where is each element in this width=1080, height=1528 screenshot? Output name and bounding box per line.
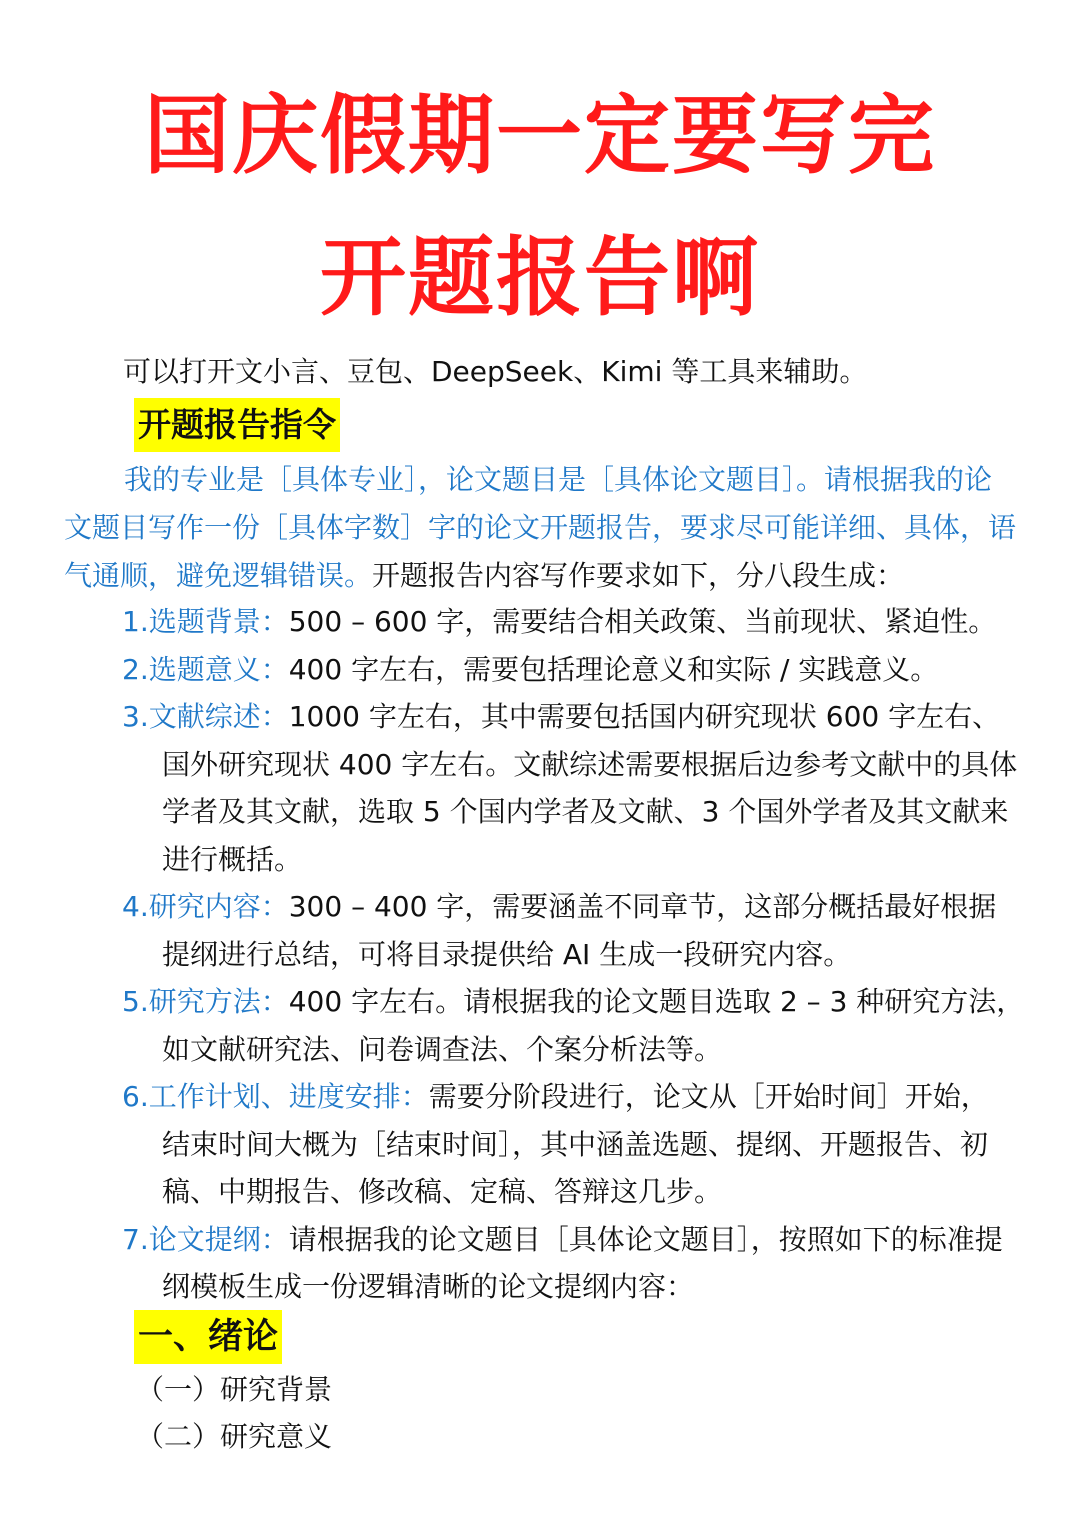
item-label: 6.工作计划、进度安排：: [122, 1080, 429, 1113]
item-label: 7.论文提纲：: [122, 1222, 289, 1256]
item-continuation: 国外研究现状 400 字左右。文献综述需要根据后边参考文献中的具体学者及其文献，选取 5 个国内学者及文献、3 个国外学者及其文献来进行概括。: [162, 747, 1018, 876]
requirements-list: [122, 598, 1025, 1311]
outline-subitem: （二）研究意义: [136, 1420, 333, 1453]
item-continuation: 提纲进行总结，可将目录提供给 AI 生成一段研究内容。: [162, 937, 852, 971]
prompt-black-text: 开题报告内容写作要求如下，分八段生成：: [372, 559, 905, 592]
list-item: [122, 693, 1022, 883]
outline-subitem: （一）研究背景: [136, 1373, 333, 1406]
heading-outline: 一、绪论: [134, 1310, 282, 1364]
list-item: [122, 1216, 1022, 1311]
item-text: 请根据我的论文题目［具体论文题目］，按照如下的标准提: [288, 1222, 1003, 1256]
item-text: 500 – 600 字，需要结合相关政策、当前现状、紧迫性。: [288, 605, 997, 638]
item-text: 1000 字左右，其中需要包括国内研究现状 600 字左右、: [288, 700, 1001, 733]
prompt-blue-text: 我的专业是［具体专业］，论文题目是［具体论文题目］。请根据我的论文题目写作一份［具体字数］字的论文开题报告，要求尽可能详细、具体，语气通顺，避免逻辑错误。: [64, 463, 1017, 592]
list-item: [122, 978, 1025, 1073]
page-title-line2: 开题报告啊: [320, 228, 760, 328]
item-label: 3.文献综述：: [122, 700, 289, 733]
prompt-paragraph: [64, 456, 1016, 600]
list-item: [122, 1073, 1022, 1216]
item-continuation: 纲模板生成一份逻辑清晰的论文提纲内容：: [162, 1270, 695, 1303]
heading-instructions: 开题报告指令: [134, 398, 340, 452]
item-text: 400 字左右。请根据我的论文题目选取 2 – 3 种研究方法，: [288, 985, 1025, 1018]
item-text: 400 字左右，需要包括理论意义和实际 / 实践意义。: [288, 652, 939, 686]
item-label: 2.选题意义：: [122, 652, 289, 686]
item-text: 需要分阶段进行，论文从［开始时间］开始，: [428, 1080, 989, 1113]
item-label: 4.研究内容：: [122, 890, 289, 923]
item-label: 5.研究方法：: [122, 985, 289, 1018]
list-item: [122, 646, 1022, 694]
item-continuation: 如文献研究法、问卷调查法、个案分析法等。: [162, 1032, 723, 1066]
item-label: 1.选题背景：: [122, 605, 289, 638]
list-item: [122, 598, 1022, 646]
list-item: [122, 883, 1022, 978]
intro-text: 可以打开文小言、豆包、DeepSeek、Kimi 等工具来辅助。: [123, 355, 868, 388]
item-text: 300 – 400 字，需要涵盖不同章节，这部分概括最好根据: [288, 890, 997, 923]
page-title-line1: 国庆假期一定要写完: [144, 86, 936, 186]
item-continuation: 结束时间大概为［结束时间］，其中涵盖选题、提纲、开题报告、初稿、中期报告、修改稿、定稿、答辩这几步。: [162, 1127, 989, 1208]
